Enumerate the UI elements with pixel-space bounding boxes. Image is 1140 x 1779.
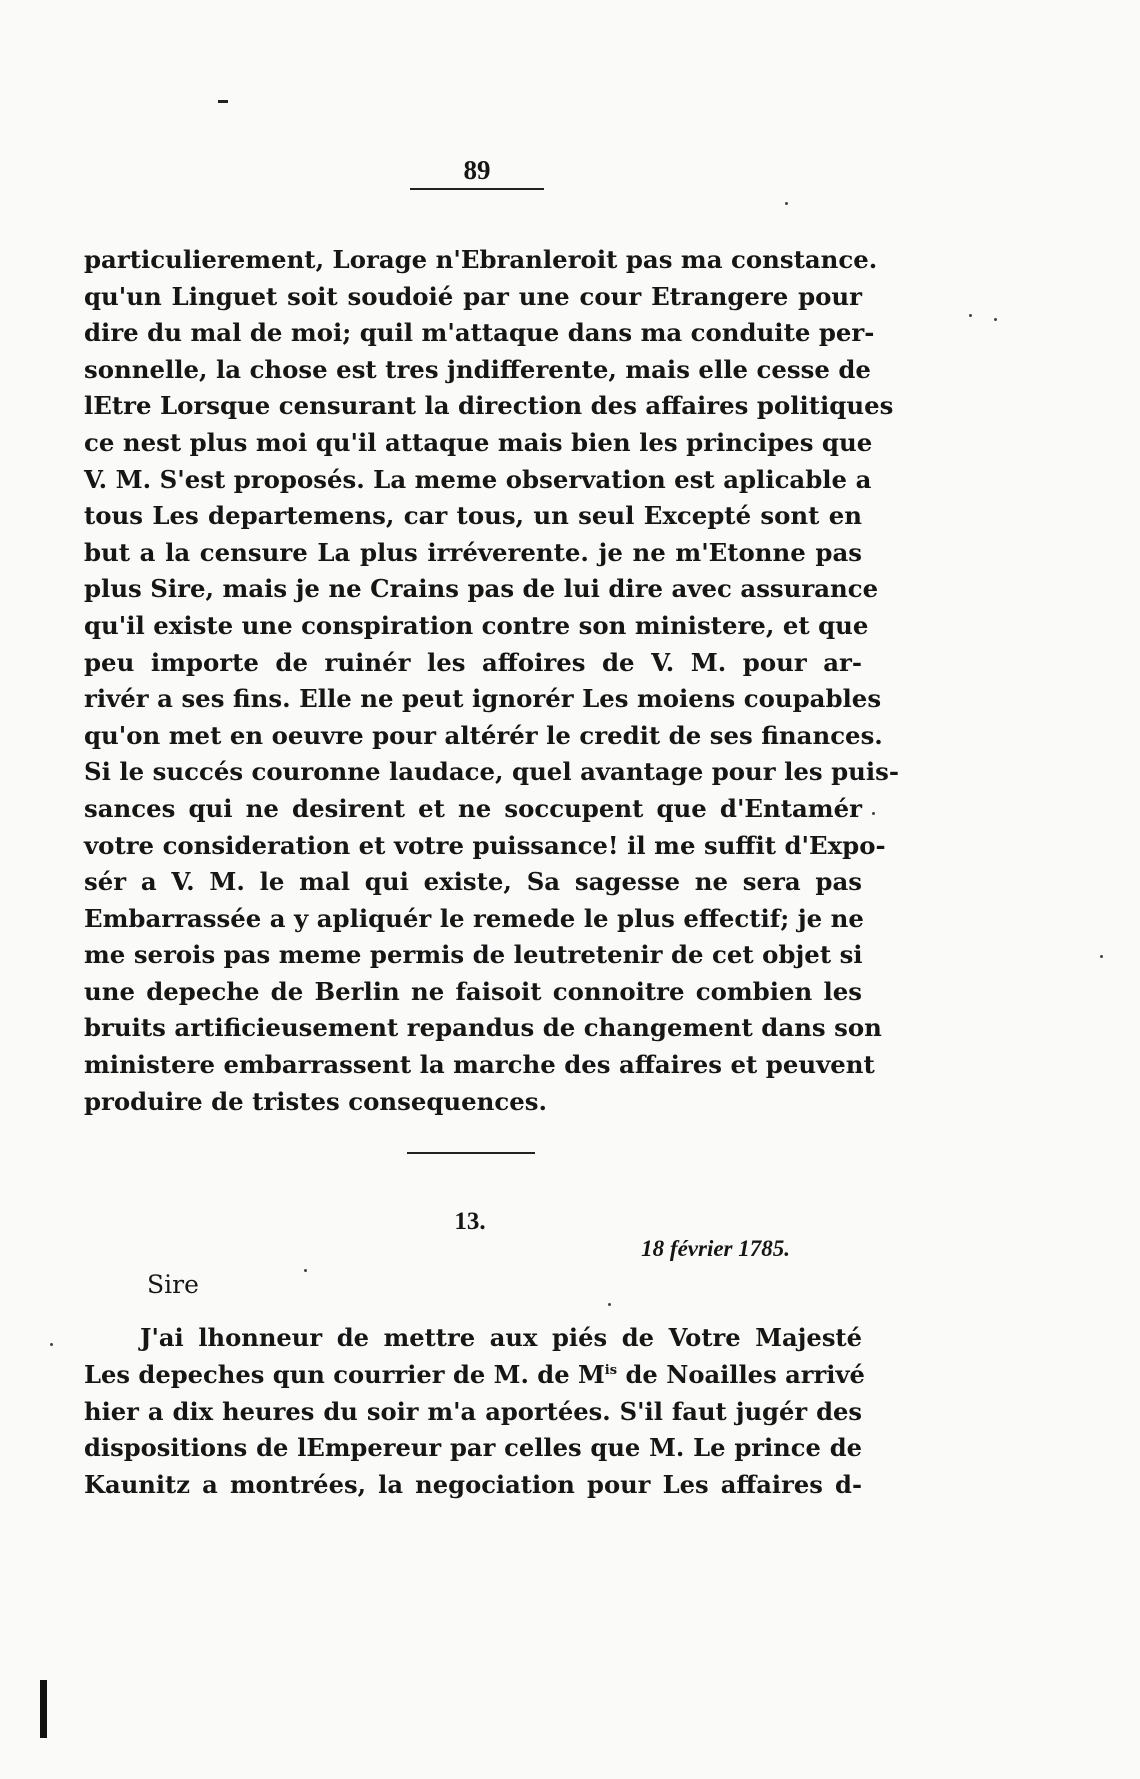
superscript-abbreviation: is <box>604 1362 618 1378</box>
text-line: qu'un Linguet soit soudoié par une cour Etrangere pour <box>84 281 862 311</box>
salutation: Sire <box>147 1270 199 1299</box>
scan-edge-mark <box>40 1680 47 1738</box>
text-line: me serois pas meme permis de leutretenir de cet objet si <box>84 940 863 970</box>
letter-number: 13. <box>454 1208 486 1235</box>
scan-speck <box>872 812 875 815</box>
scan-speck <box>994 318 997 321</box>
section-separator <box>407 1152 535 1154</box>
text-line: sér a V. M. le mal qui existe, Sa sagesse ne sera pas <box>84 867 862 897</box>
text-segment: de Noailles arrivé <box>617 1359 865 1389</box>
text-line: Embarrassée a y apliquér le remede le plus effectif; je ne <box>84 903 864 933</box>
text-line: Si le succés couronne laudace, quel avantage pour les puis- <box>84 757 900 787</box>
page-number: 89 <box>410 156 544 190</box>
scan-speck <box>608 1303 611 1306</box>
text-line: qu'on met en oeuvre pour altérér le credit de ses finances. <box>84 720 883 750</box>
text-line: Kaunitz a montrées, la negociation pour Les affaires d- <box>84 1470 862 1500</box>
text-line: ce nest plus moi qu'il attaque mais bien les principes que <box>84 427 873 457</box>
text-line: particulierement, Lorage n'Ebranleroit pas ma constance. <box>84 245 878 274</box>
text-line: produire de tristes consequences. <box>84 1086 548 1116</box>
text-segment: Les depeches qun courrier de M. de M <box>84 1359 605 1389</box>
text-line: bruits artificieusement repandus de changement dans son <box>84 1013 882 1043</box>
text-line: sonnelle, la chose est tres jndifferente, mais elle cesse de <box>84 354 871 384</box>
text-line: qu'il existe une conspiration contre son ministere, et que <box>84 610 869 640</box>
text-line: J'ai lhonneur de mettre aux piés de Votre Majesté <box>140 1323 862 1352</box>
text-line: dire du mal de moi; quil m'attaque dans ma conduite per- <box>84 318 875 348</box>
text-line: tous Les departemens, car tous, un seul Excepté sont en <box>84 501 862 531</box>
letter-body <box>84 1320 865 1504</box>
letter-date: 18 février 1785. <box>641 1236 790 1261</box>
text-line: but a la censure La plus irréverente. je ne m'Etonne pas <box>84 537 862 567</box>
text-line: dispositions de lEmpereur par celles que M. Le prince de <box>84 1433 862 1463</box>
paragraph-continuation <box>84 242 900 1120</box>
scan-speck <box>1100 955 1103 958</box>
scan-speck <box>969 314 972 317</box>
text-line: lEtre Lorsque censurant la direction des affaires politiques <box>84 391 894 421</box>
text-line: sances qui ne desirent et ne soccupent que d'Entamér <box>84 793 862 823</box>
scan-speck <box>785 202 788 205</box>
scan-speck <box>50 1343 53 1346</box>
scan-speck <box>304 1269 307 1272</box>
text-line: votre consideration et votre puissance! il me suffit d'Expo- <box>84 830 886 860</box>
text-line: V. M. S'est proposés. La meme observation est aplicable a <box>84 464 872 494</box>
text-line <box>84 1357 865 1394</box>
text-line: hier a dix heures du soir m'a aportées. S'il faut jugér des <box>84 1396 862 1426</box>
text-line: ministere embarrassent la marche des affaires et peuvent <box>84 1050 875 1080</box>
print-dash-mark <box>218 100 228 103</box>
text-line: une depeche de Berlin ne faisoit connoitre combien les <box>84 976 862 1006</box>
text-line: rivér a ses fins. Elle ne peut ignorér Les moiens coupables <box>84 684 882 714</box>
text-line: plus Sire, mais je ne Crains pas de lui dire avec assurance <box>84 574 879 604</box>
text-line: peu importe de ruinér les affoires de V. M. pour ar- <box>84 647 862 677</box>
